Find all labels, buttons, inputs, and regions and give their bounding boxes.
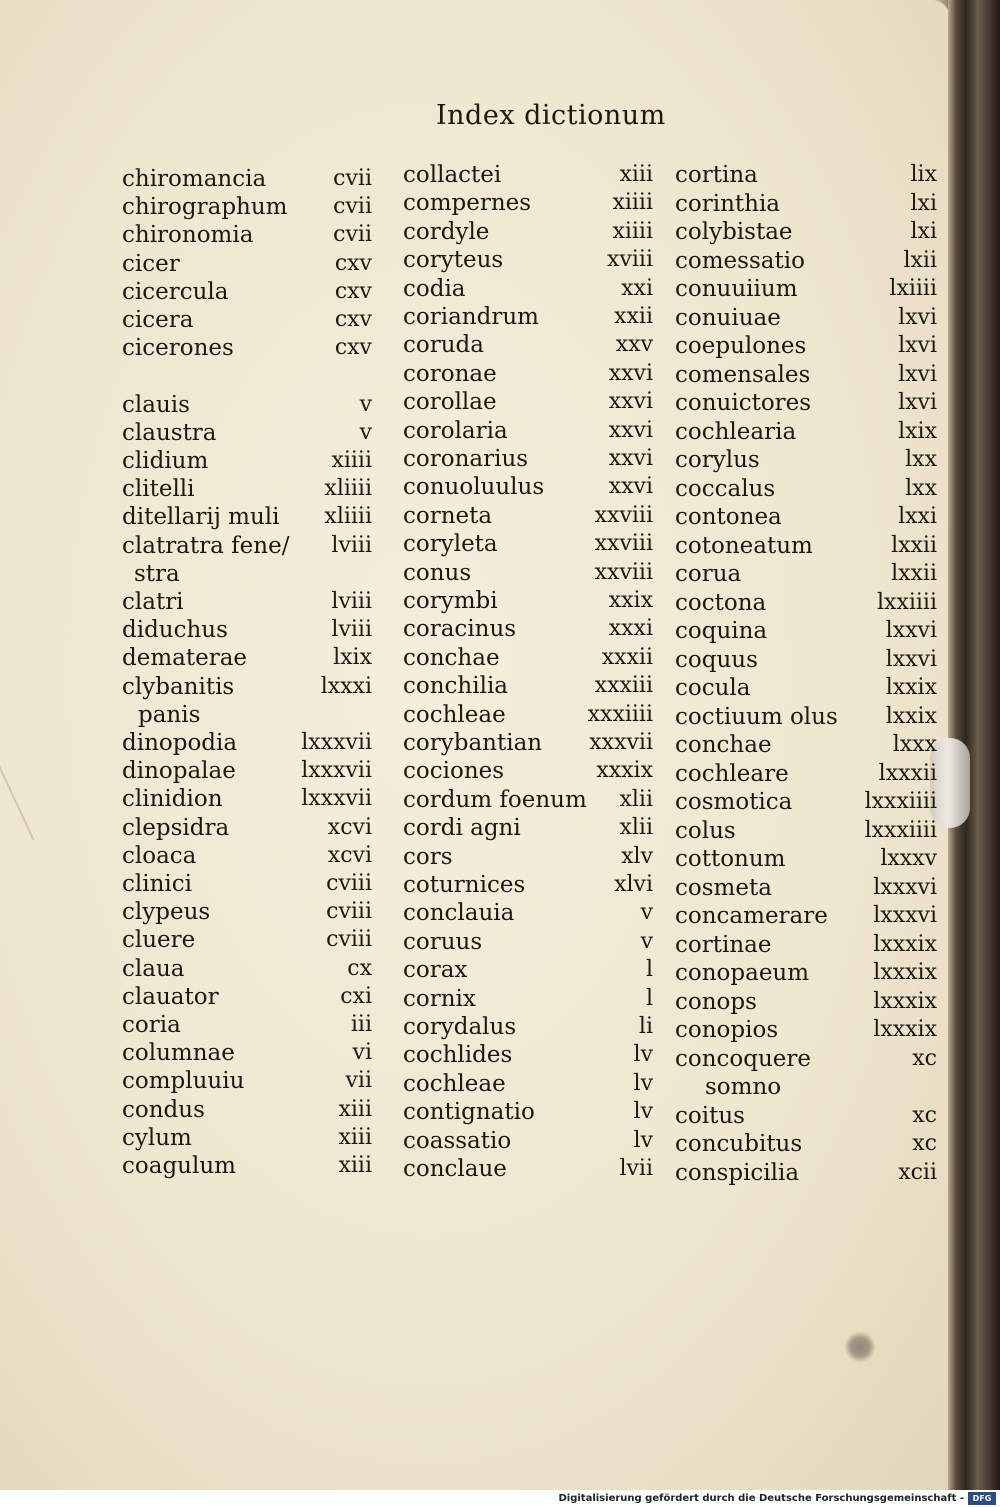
index-page-number: cxv	[334, 250, 372, 276]
index-page-number: l	[645, 957, 653, 983]
index-page-number: cxv	[334, 307, 372, 332]
index-page-number: xxvi	[608, 417, 653, 443]
index-page-number: xxvi	[608, 360, 653, 386]
index-word: coronae	[403, 360, 497, 387]
index-word: conchae	[675, 732, 772, 758]
index-word: coctona	[675, 589, 767, 616]
index-word: coccalus	[675, 475, 776, 502]
index-page-number: lix	[910, 162, 937, 187]
index-word: conuuiium	[675, 276, 798, 302]
index-page-number: vi	[352, 1040, 372, 1066]
index-page-number: lxxxix	[873, 931, 937, 957]
dfg-logo: DFG	[968, 1492, 996, 1505]
index-page-number: lxxxii	[878, 760, 937, 786]
index-word: cociones	[403, 758, 505, 785]
index-page-number: lxxxix	[873, 960, 937, 985]
index-word: coronarius	[403, 446, 529, 472]
index-page-number: xiiii	[612, 190, 653, 216]
footer-credit: Digitalisierung gefördert durch die Deutsche Forschungsgemeinschaft -	[558, 1493, 964, 1504]
index-page-number: lxvi	[898, 390, 937, 415]
index-page-number: lxxxix	[873, 1017, 937, 1042]
index-word: cylum	[122, 1124, 192, 1151]
index-page-number: cvii	[333, 194, 372, 220]
index-page-number: cviii	[326, 899, 372, 925]
index-page-number: lxxxvii	[301, 758, 372, 784]
index-page-number: lxxxiiii	[864, 817, 937, 843]
index-page-number: lxxix	[885, 675, 937, 700]
index-word: coquus	[675, 646, 758, 673]
index-page-number: lxxxvii	[301, 786, 372, 812]
index-page-number: cviii	[326, 871, 372, 896]
page-title: Index dictionum	[436, 100, 666, 131]
index-page-number: xxxiii	[594, 673, 653, 699]
index-word: cochleae	[403, 1070, 506, 1097]
index-page-number: xxix	[608, 588, 653, 613]
index-word: corollae	[403, 389, 497, 416]
index-word: coriandrum	[403, 304, 539, 330]
index-word: concoquere	[675, 1045, 812, 1072]
index-word: contignatio	[403, 1099, 535, 1126]
index-word: clepsidra	[122, 814, 230, 841]
index-page-number: lxx	[905, 475, 937, 501]
index-word: conopios	[675, 1017, 779, 1043]
index-word: conspicilia	[675, 1159, 800, 1186]
index-word: corylus	[675, 447, 760, 473]
index-word: cloaca	[122, 842, 197, 869]
index-word: cortina	[675, 162, 758, 188]
index-page-number: v	[359, 419, 372, 445]
index-page-number: xxxvii	[589, 730, 653, 755]
index-word: conchilia	[403, 673, 509, 700]
index-page-number: lxxxvi	[873, 903, 937, 928]
index-word: concubitus	[675, 1131, 803, 1157]
index-word: clatri	[122, 589, 184, 615]
index-page-number: lv	[633, 1042, 653, 1068]
index-page-number: xxxix	[596, 758, 653, 784]
index-page-number: cxv	[334, 278, 372, 304]
index-page-number: xxxi	[608, 616, 653, 642]
index-page-number: xiii	[338, 1153, 372, 1178]
index-page-number: v	[359, 391, 372, 417]
index-word: cicerones	[122, 335, 234, 362]
index-word: panis	[138, 701, 201, 728]
index-word: condus	[122, 1096, 205, 1123]
index-page-number: xc	[912, 1131, 937, 1156]
index-word: coctiuum olus	[675, 703, 838, 730]
index-page-number: lxxvi	[885, 618, 937, 643]
index-word: corax	[403, 957, 468, 984]
index-page-number: cx	[347, 955, 372, 981]
index-page-number: lxxiiii	[877, 589, 937, 615]
footer-bar	[0, 1490, 1000, 1507]
index-word: cotoneatum	[675, 532, 813, 559]
index-page-number: xxviii	[594, 559, 653, 585]
index-page-number: lxi	[910, 190, 937, 216]
index-word: compluuiu	[122, 1068, 245, 1095]
index-word: claustra	[122, 419, 217, 446]
index-page-number: lv	[633, 1127, 653, 1153]
index-page-number: lxvi	[898, 333, 937, 358]
index-page-number: xc	[912, 1102, 937, 1128]
index-page-number: lxxxix	[873, 988, 937, 1014]
index-page-number: lxii	[903, 247, 937, 273]
index-page-number: xcvi	[327, 842, 372, 868]
index-page-number: lviii	[331, 532, 372, 558]
index-word: cornix	[403, 985, 476, 1012]
index-page-number: xiii	[338, 1124, 372, 1150]
index-word: somno	[705, 1074, 782, 1100]
index-page-number: lv	[633, 1099, 653, 1125]
index-page-number: cvii	[333, 166, 372, 191]
index-word: clinici	[122, 871, 192, 897]
index-word: conuiuae	[675, 304, 781, 331]
index-word: coitus	[675, 1102, 745, 1129]
index-word: conops	[675, 988, 757, 1015]
index-page-number: xxvi	[608, 474, 653, 500]
index-word: cochlearia	[675, 418, 797, 445]
index-page-number: lxx	[905, 447, 937, 472]
index-word: chiromancia	[122, 166, 267, 192]
index-word: clidium	[122, 448, 209, 474]
index-word: clinidion	[122, 786, 223, 813]
index-page-number: xiiii	[331, 448, 372, 473]
index-word: clatratra fene/	[122, 532, 290, 559]
index-word: dematerae	[122, 645, 248, 672]
index-page-number: lxxx	[892, 732, 937, 757]
index-page-number: lxix	[898, 418, 937, 444]
index-page-number: xlii	[619, 815, 653, 841]
index-word: coria	[122, 1012, 181, 1038]
index-page-number: xcii	[898, 1159, 937, 1185]
index-word: cordi agni	[403, 815, 521, 842]
index-page-number: v	[640, 928, 653, 954]
index-word: clauis	[122, 391, 190, 418]
index-word: cicera	[122, 307, 194, 333]
index-word: clauator	[122, 983, 219, 1010]
index-page-number: cxi	[340, 983, 372, 1009]
index-page-number: l	[645, 985, 653, 1011]
index-page-number: lxiiii	[889, 276, 937, 301]
index-word: cosmeta	[675, 874, 772, 901]
index-word: conchae	[403, 644, 500, 671]
index-word: cochleare	[675, 760, 789, 787]
index-page-number: xliiii	[324, 476, 372, 502]
index-word: concamerare	[675, 903, 828, 929]
index-page-number: lviii	[331, 617, 372, 643]
index-page-number: cvii	[333, 222, 372, 248]
index-page-number: lxvi	[898, 304, 937, 330]
index-page-number: v	[640, 900, 653, 926]
index-word: colybistae	[675, 219, 793, 245]
index-page-number: xiiii	[612, 218, 653, 244]
index-page-number: lxix	[333, 645, 372, 671]
index-word: coquina	[675, 618, 768, 644]
index-page-number: xxvi	[608, 389, 653, 415]
index-word: corneta	[403, 502, 493, 529]
index-page-number: lviii	[331, 589, 372, 614]
index-word: compernes	[403, 190, 532, 217]
index-page-number: xxvi	[608, 446, 653, 471]
index-page-number: xc	[912, 1045, 937, 1071]
index-word: coruus	[403, 928, 483, 955]
index-page-number: lxxix	[885, 703, 937, 729]
index-word: colus	[675, 817, 736, 844]
index-word: clypeus	[122, 899, 211, 926]
index-page-number: xxii	[614, 304, 653, 329]
index-page-number: xxxii	[601, 644, 653, 670]
index-page-number: lxvi	[898, 361, 937, 387]
index-page-number: cxv	[334, 335, 372, 361]
index-page-number: xxviii	[594, 502, 653, 528]
index-page-number: lxxii	[891, 561, 937, 586]
index-page-number: lxxxv	[880, 846, 937, 871]
index-word: cortinae	[675, 931, 772, 958]
index-word: cottonum	[675, 846, 786, 872]
index-word: cluere	[122, 927, 196, 954]
index-page-number: xxv	[615, 332, 653, 358]
index-word: comessatio	[675, 247, 805, 274]
index-word: conuoluulus	[403, 474, 545, 501]
index-word: coturnices	[403, 872, 526, 898]
index-word: columnae	[122, 1040, 235, 1067]
index-word: corinthia	[675, 190, 781, 217]
index-word: corybantian	[403, 730, 543, 756]
index-word: cosmotica	[675, 789, 793, 815]
index-page-number: xcvi	[327, 814, 372, 840]
index-page-number: li	[638, 1014, 653, 1039]
index-word: diduchus	[122, 617, 228, 644]
index-word: conus	[403, 559, 472, 586]
index-page-number: lxxi	[898, 504, 937, 529]
index-page-number: xviii	[607, 247, 653, 273]
index-word: collactei	[403, 162, 502, 188]
index-word: coryteus	[403, 247, 504, 274]
index-word: coagulum	[122, 1153, 236, 1179]
index-word: coassatio	[403, 1127, 512, 1154]
index-word: stra	[134, 560, 180, 587]
index-word: cordyle	[403, 218, 490, 245]
index-word: clybanitis	[122, 673, 235, 700]
index-word: coepulones	[675, 333, 807, 359]
index-page-number: xiii	[619, 162, 653, 187]
index-word: coracinus	[403, 616, 517, 643]
index-page-number: vii	[345, 1068, 372, 1094]
index-word: cordum foenum	[403, 786, 587, 813]
index-page-number: lvii	[619, 1156, 653, 1181]
index-word: comensales	[675, 361, 811, 388]
index-page-number: xxviii	[594, 531, 653, 557]
index-page-number: lxxii	[891, 532, 937, 558]
index-page-number: lxxvi	[885, 646, 937, 672]
index-word: chironomia	[122, 222, 254, 249]
index-word: coruda	[403, 332, 484, 359]
ink-smudge	[845, 1330, 875, 1364]
index-page-number: lxxxvi	[873, 874, 937, 900]
index-word: ditellarij muli	[122, 504, 280, 531]
index-word: cochlides	[403, 1042, 513, 1069]
index-word: clitelli	[122, 476, 195, 503]
index-page-number: cviii	[326, 927, 372, 953]
index-word: codia	[403, 275, 466, 302]
index-word: conclauia	[403, 900, 515, 927]
index-page-number: xlii	[619, 786, 653, 812]
index-page-number: xlvi	[614, 872, 653, 897]
index-page-number: xlv	[621, 843, 653, 869]
index-page-number: lxxxvii	[301, 730, 372, 755]
index-word: corua	[675, 561, 742, 587]
index-word: corydalus	[403, 1014, 517, 1040]
index-word: cicercula	[122, 278, 229, 305]
index-word: corymbi	[403, 588, 498, 614]
index-page-number: iii	[350, 1012, 372, 1037]
index-word: chirographum	[122, 194, 288, 221]
index-page-number: xliiii	[324, 504, 372, 530]
index-word: contonea	[675, 504, 782, 530]
index-word: corolaria	[403, 417, 508, 444]
index-page-number: xxxiiii	[587, 701, 653, 727]
index-page-number: xiii	[338, 1096, 372, 1122]
index-word: claua	[122, 955, 185, 982]
index-page-number: lxi	[910, 219, 937, 244]
index-word: coryleta	[403, 531, 498, 558]
index-page-number: lxxxiiii	[864, 789, 937, 814]
index-word: conopaeum	[675, 960, 810, 986]
index-word: dinopodia	[122, 730, 238, 756]
index-word: conuictores	[675, 390, 812, 416]
index-word: dinopalae	[122, 758, 236, 785]
index-page-number: xxi	[621, 275, 653, 301]
index-word: cochleae	[403, 701, 506, 728]
index-word: conclaue	[403, 1156, 507, 1182]
index-word: cors	[403, 843, 453, 870]
index-word: cicer	[122, 250, 180, 277]
index-word: cocula	[675, 675, 751, 701]
index-page-number: lxxxi	[320, 673, 372, 699]
index-page-number: lv	[633, 1070, 653, 1096]
